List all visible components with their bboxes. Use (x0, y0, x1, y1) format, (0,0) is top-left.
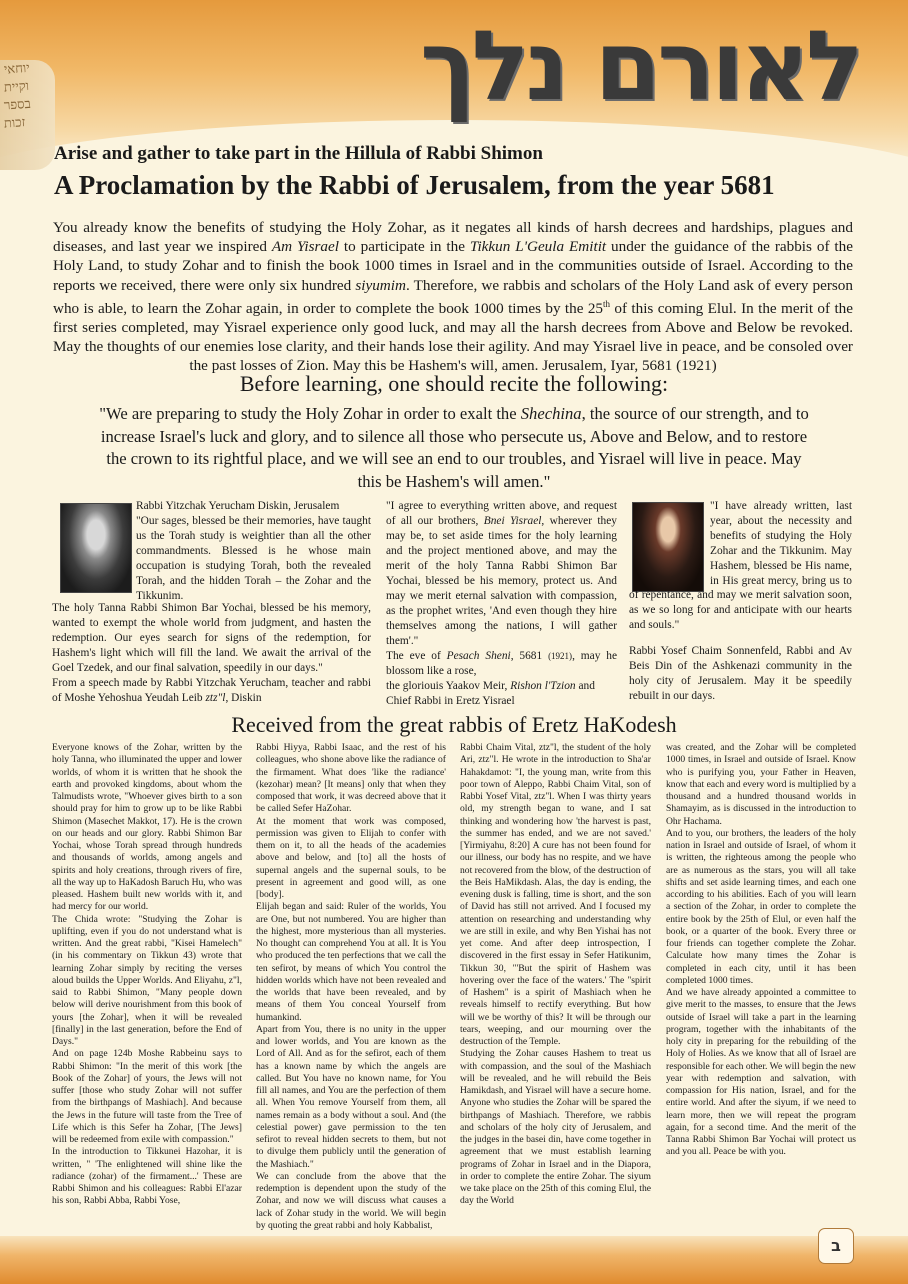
diskin-quote-cont: The holy Tanna Rabbi Shimon Bar Yochai, blessed be his memory, wanted to exempt the whole world from judgment, and hasten the redemption. Our eyes search for signs of the redemption, for Hashem's light which will fill the land. We await the arrival of the Goel Tzedek, and our final salvation, speedily in our days." (52, 602, 371, 674)
page-number: ב (818, 1228, 854, 1264)
paragraph: Apart from You, there is no unity in the upper and lower worlds, and You are known as the Lord of All. And as for the sefirot, each of them has a known name by which the angels are called. But You have no known name, for You fill all names, and You are the perfection of them all. When You remove Yourself from them, all names remain as a body without a soul. And (the celestial power) gave permission to the ten sefirot to reveal hidden secrets to them, but not to divulge them publicly until the generation of the Mashiach." (256, 1023, 446, 1170)
scroll-line: זכות (3, 115, 26, 132)
yaakov-meir-box (386, 499, 617, 709)
scroll-line: בספר (3, 96, 32, 114)
article-column-2 (256, 742, 446, 1232)
recitation-quote: "We are preparing to study the Holy Zohar in order to exalt the Shechina, the source of our strength, and to increase Israel's luck and glory, and to silence all those who persecute us, Above and Below, and to restore the crown to its rightful place, and we will see an end to our troubles, and Yisrael will live in peace. May this be Hashem's will amen." (99, 404, 809, 491)
diskin-quote-box (136, 499, 371, 604)
yaakov-meir-date: The eve of Pesach Sheni, 5681 (1921), may he blossom like a rose, (386, 650, 618, 677)
paragraph: Rabbi Chaim Vital, ztz"l, the student of the holy Ari, ztz"l. He wrote in the introduction to Sha'ar Hahakdamot: "I, the young man, write from this poor town of Aleppo, Rabbi Chaim Vital, son of Rabbi Yosef Vital, ztz"l. When I was thirty years old, my strength began to wane, and I sat thinking and wondering how 'the harvest is past, the summer has ended, and we are not saved.' [Yirmiyahu, 8:20] A cure has not been found for our illness, our body has no respite, and we have not recovered from the blow, of the destruction of the Beis HaMikdash. Alas, the day is ending, the evening dusk is falling, time is short, and the son of David has still not arrived. And I focused my attention on researching and understanding why we are still in exile, and why Ben Yishai has not yet come. And after deep introspection, I discovered in the first essay in Sefer Hatikunim, Tikkun 30, "'But the spirit of Hashem was hovering over the face of the waters.' The "spirit of Hashem" is a spirit of Mashiach when he reveals himself to rectify everything. But how will we be worthy of this? It will be through our tears, weeping, and our mourning over the destruction of the Temple. (460, 742, 651, 1047)
paragraph: Rabbi Hiyya, Rabbi Isaac, and the rest of his colleagues, who shone above like the radiance of the firmament. What does 'like the radiance' (kezohar) mean? [It means] only that when they composed that work, it was decreed above that it be called Sefer HaZohar. (256, 742, 446, 815)
paragraph: Elijah began and said: Ruler of the worlds, You are One, but not numbered. You are higher than the highest, more mysterious than all mysteries. No thought can comprehend You at all. It is You who produced the ten perfections that we call the ten sefirot, by means of which You control the hidden worlds which have not been revealed and the worlds that have been revealed, and by means of them You conceal Yourself from humankind. (256, 901, 446, 1023)
paragraph: The Chida wrote: "Studying the Zohar is uplifting, even if you do not understand what is written. And the great rabbi, "Kisei Hamelech" (in his commentary on Tikkun 43) wrote that learning Zohar simply by reciting the verses aloud builds the Upper Worlds. And Eliyahu, z"l, said to Rabbi Shimon, "Many people down below will derive nourishment from this book of yours [the Zohar], when it will be revealed [finally] in the last generation, before the End of Days." (52, 913, 242, 1047)
diskin-continued (52, 601, 371, 706)
paragraph: In the introduction to Tikkunei Hazohar, it is written, " 'The enlightened will shine like the radiance (zohar) of the firmament...' These are Rabbi Shimon and his colleagues: Rabbi El'azar his son, Rabbi Abba, Rabbi Yose, (52, 1146, 242, 1207)
scroll-line: וקיית (3, 78, 30, 96)
paragraph: Everyone knows of the Zohar, written by the holy Tanna, who illuminated the upper and lower worlds, of whom it is written that he shook the earth and provoked kingdoms, about whom the Talmudists wrote, "Whoever gives birth to a son should pray for him to grow up to be like Rabbi Shimon (Masechet Makkot, 17). He is the crown on our heads and our glory. Rabbi Shimon Bar Yochai, whose Torah spread through hundreds and thousands of worlds, among angels and spirits and holy creations, through rivers of fire, all the way up to HaKadosh Baruch Hu, who was pleased. Hashem built new worlds with it, and had mercy for our world. (52, 742, 242, 913)
subtitle: Arise and gather to take part in the Hillula of Rabbi Shimon (54, 143, 543, 164)
before-learning-heading: Before learning, one should recite the following: (239, 371, 669, 396)
scroll-decoration (0, 60, 55, 170)
paragraph: was created, and the Zohar will be completed 1000 times, in Israel and outside of Israel. Know who is purifying you, your Father in Heaven, know that each and every word is multiplied by a thousand and a hundred thousand worlds in Shamayim, as is discussed in the introduction to Ohr Hachama. (666, 742, 856, 827)
publication-logo: לאורם נלך (419, 10, 860, 122)
page-title: A Proclamation by the Rabbi of Jerusalem, from the year 5681 (54, 170, 775, 200)
sonnenfeld-quote-top (710, 499, 852, 587)
portrait-rabbi-diskin (60, 503, 132, 593)
paragraph: At the moment that work was composed, permission was given to Elijah to confer with them on it, to all the heads of the academies above and below, and [to] all the hosts of supernal angels and the supernal souls, to be present in agreement and good will, as one [body]. (256, 815, 446, 900)
sonnenfeld-quote-cont: of repentance, and may we merit salvation soon, as we so long for and anticipate with our hearts and souls." (629, 589, 852, 631)
portrait-rabbi-sonnenfeld (632, 502, 704, 592)
paragraph: And on page 124b Moshe Rabbeinu says to Rabbi Shimon: "In the merit of this work [the Book of the Zohar] of yours, the Jews will not suffer [those who study Zohar will not suffer from the birthpangs of Mashiach]. And because the Jews in the future will taste from the Tree of Life which is this Sefer ha Zohar, [The Jews] will be redeemed from exile with compassion." (52, 1048, 242, 1145)
sonnenfeld-sig: Rabbi Yosef Chaim Sonnenfeld, Rabbi and Av Beis Din of the Ashkenazi community in the holy city of Jerusalem. May it be speedily rebuilt in our days. (629, 645, 852, 702)
footer-band (0, 1236, 908, 1284)
received-heading: Received from the great rabbis of Eretz HaKodesh (231, 712, 677, 737)
diskin-name: Rabbi Yitzchak Yerucham Diskin, Jerusalem (136, 500, 340, 512)
article-column-4 (666, 742, 856, 1159)
diskin-quote: "Our sages, blessed be their memories, have taught us the Torah study is weightier than all the other commandments. Blessed is he whose main occupation is studying Torah, both the revealed Torah, and the hidden Torah – the Zohar and the Tikkunim. (136, 515, 371, 602)
paragraph: And to you, our brothers, the leaders of the holy nation in Israel and outside of Israel, of whom it is written, the righteous among the people who are as numerous as the stars, you will all take shifts and set aside learning times, and each one according to his abilities. Each of you will learn a section of the Zohar, in order to complete the entire book by the 25th of Elul, or even half the book, or a quarter of the book. Every three or four friends can together complete the Zohar. Calculate how many times the Zohar is completed in each city, until it has been completed 1000 times. (666, 827, 856, 986)
sonnenfeld-quote: "I have already written, last year, about the necessity and benefits of studying the Holy Zohar and the Tikkunim. May Hashem, blessed be His name, in His great mercy, bring us to (710, 500, 852, 587)
scroll-line: יוחאי (3, 60, 31, 78)
intro-paragraph: You already know the benefits of studying the Holy Zohar, as it negates all kinds of harsh decrees and hardships, plagues and diseases, and last year we inspired Am Yisrael to participate in the Tikkun L'Geula Emitit under the guidance of the rabbis of the Holy Land, to study Zohar and to finish the book 1000 times in Israel and in the communities outside of Israel. According to the reports we received, there were only six hundred siyumim. Therefore, we rabbis and scholars of the Holy Land ask of every person who is able, to learn the Zohar again, in order to complete the book 1000 times by the 25th of this coming Elul. In the merit of the first series completed, may Yisrael experience only good luck, and may all the harsh decrees from Above and Below be revoked. May the thoughts of our enemies lose clarity, and their hands lose their agility. And may Yisrael live in peace, and be consoled over the past losses of Zion. May this be Hashem's will, amen. Jerusalem, Iyar, 5681 (1921) (53, 219, 853, 375)
article-column-1 (52, 742, 242, 1208)
article-column-3 (460, 742, 651, 1208)
diskin-source: From a speech made by Rabbi Yitzchak Yerucham, teacher and rabbi of Moshe Yehoshua Yeudah Leib ztz"l, Diskin (52, 677, 371, 704)
paragraph: Studying the Zohar causes Hashem to treat us with compassion, and the soul of the Mashiach will be revealed, and he will rebuild the Beis Hamikdash, and Yisrael will have a secure home. Anyone who studies the Zohar will be spared the birthpangs of Mashiach. Therefore, we rabbis and scholars of the holy city of Jerusalem, and the judges in the basei din, have come together in agreement that we must establish learning programs of Zohar in Israel and in the Diapora, in order to complete the entire Zohar. The siyum we take place on the 25th of this coming Elul, the day the World (460, 1048, 651, 1207)
paragraph: We can conclude from the above that the redemption is dependent upon the study of the Zohar, and now we will discuss what causes a lack of Zohar study in the world. We will begin by quoting the great rabbi and holy Kabbalist, (256, 1170, 446, 1231)
yaakov-meir-sig: the gloriouis Yaakov Meir, Rishon l'Tzion and Chief Rabbi in Eretz Yisrael (386, 680, 595, 707)
yaakov-meir-quote: "I agree to everything written above, and request of all our brothers, Bnei Yisrael, wherever they may be, to set aside times for the holy learning and the project mentioned above, and may the merit of the holy Tanna Rabbi Shimon Bar Yochai, blessed be his memory, protect us. And may we merit eternal salvation with compassion, as the prophet writes, 'And even though they hire themselves among the nations, I will gather them'." (386, 500, 617, 647)
paragraph: And we have already appointed a committee to give merit to the masses, to ensure that the Jews outside of Israel will take a part in the learning program, together with the inhabitants of the holy city in preparing for the rebuilding of the Holy of Holies. As we know that all of Israel are responsible for each other. We will begin the new year with redemption and salvation, with compassion for His nation, Israel, and for the entire world. And after the siyum, if we need to learn more, then we will repeat the program again, for a second time. And the merit of the Tanna Rabbi Shimon Bar Yochai will protect us and you all. Peace be with you. (666, 987, 856, 1158)
sonnenfeld-box (629, 588, 852, 704)
